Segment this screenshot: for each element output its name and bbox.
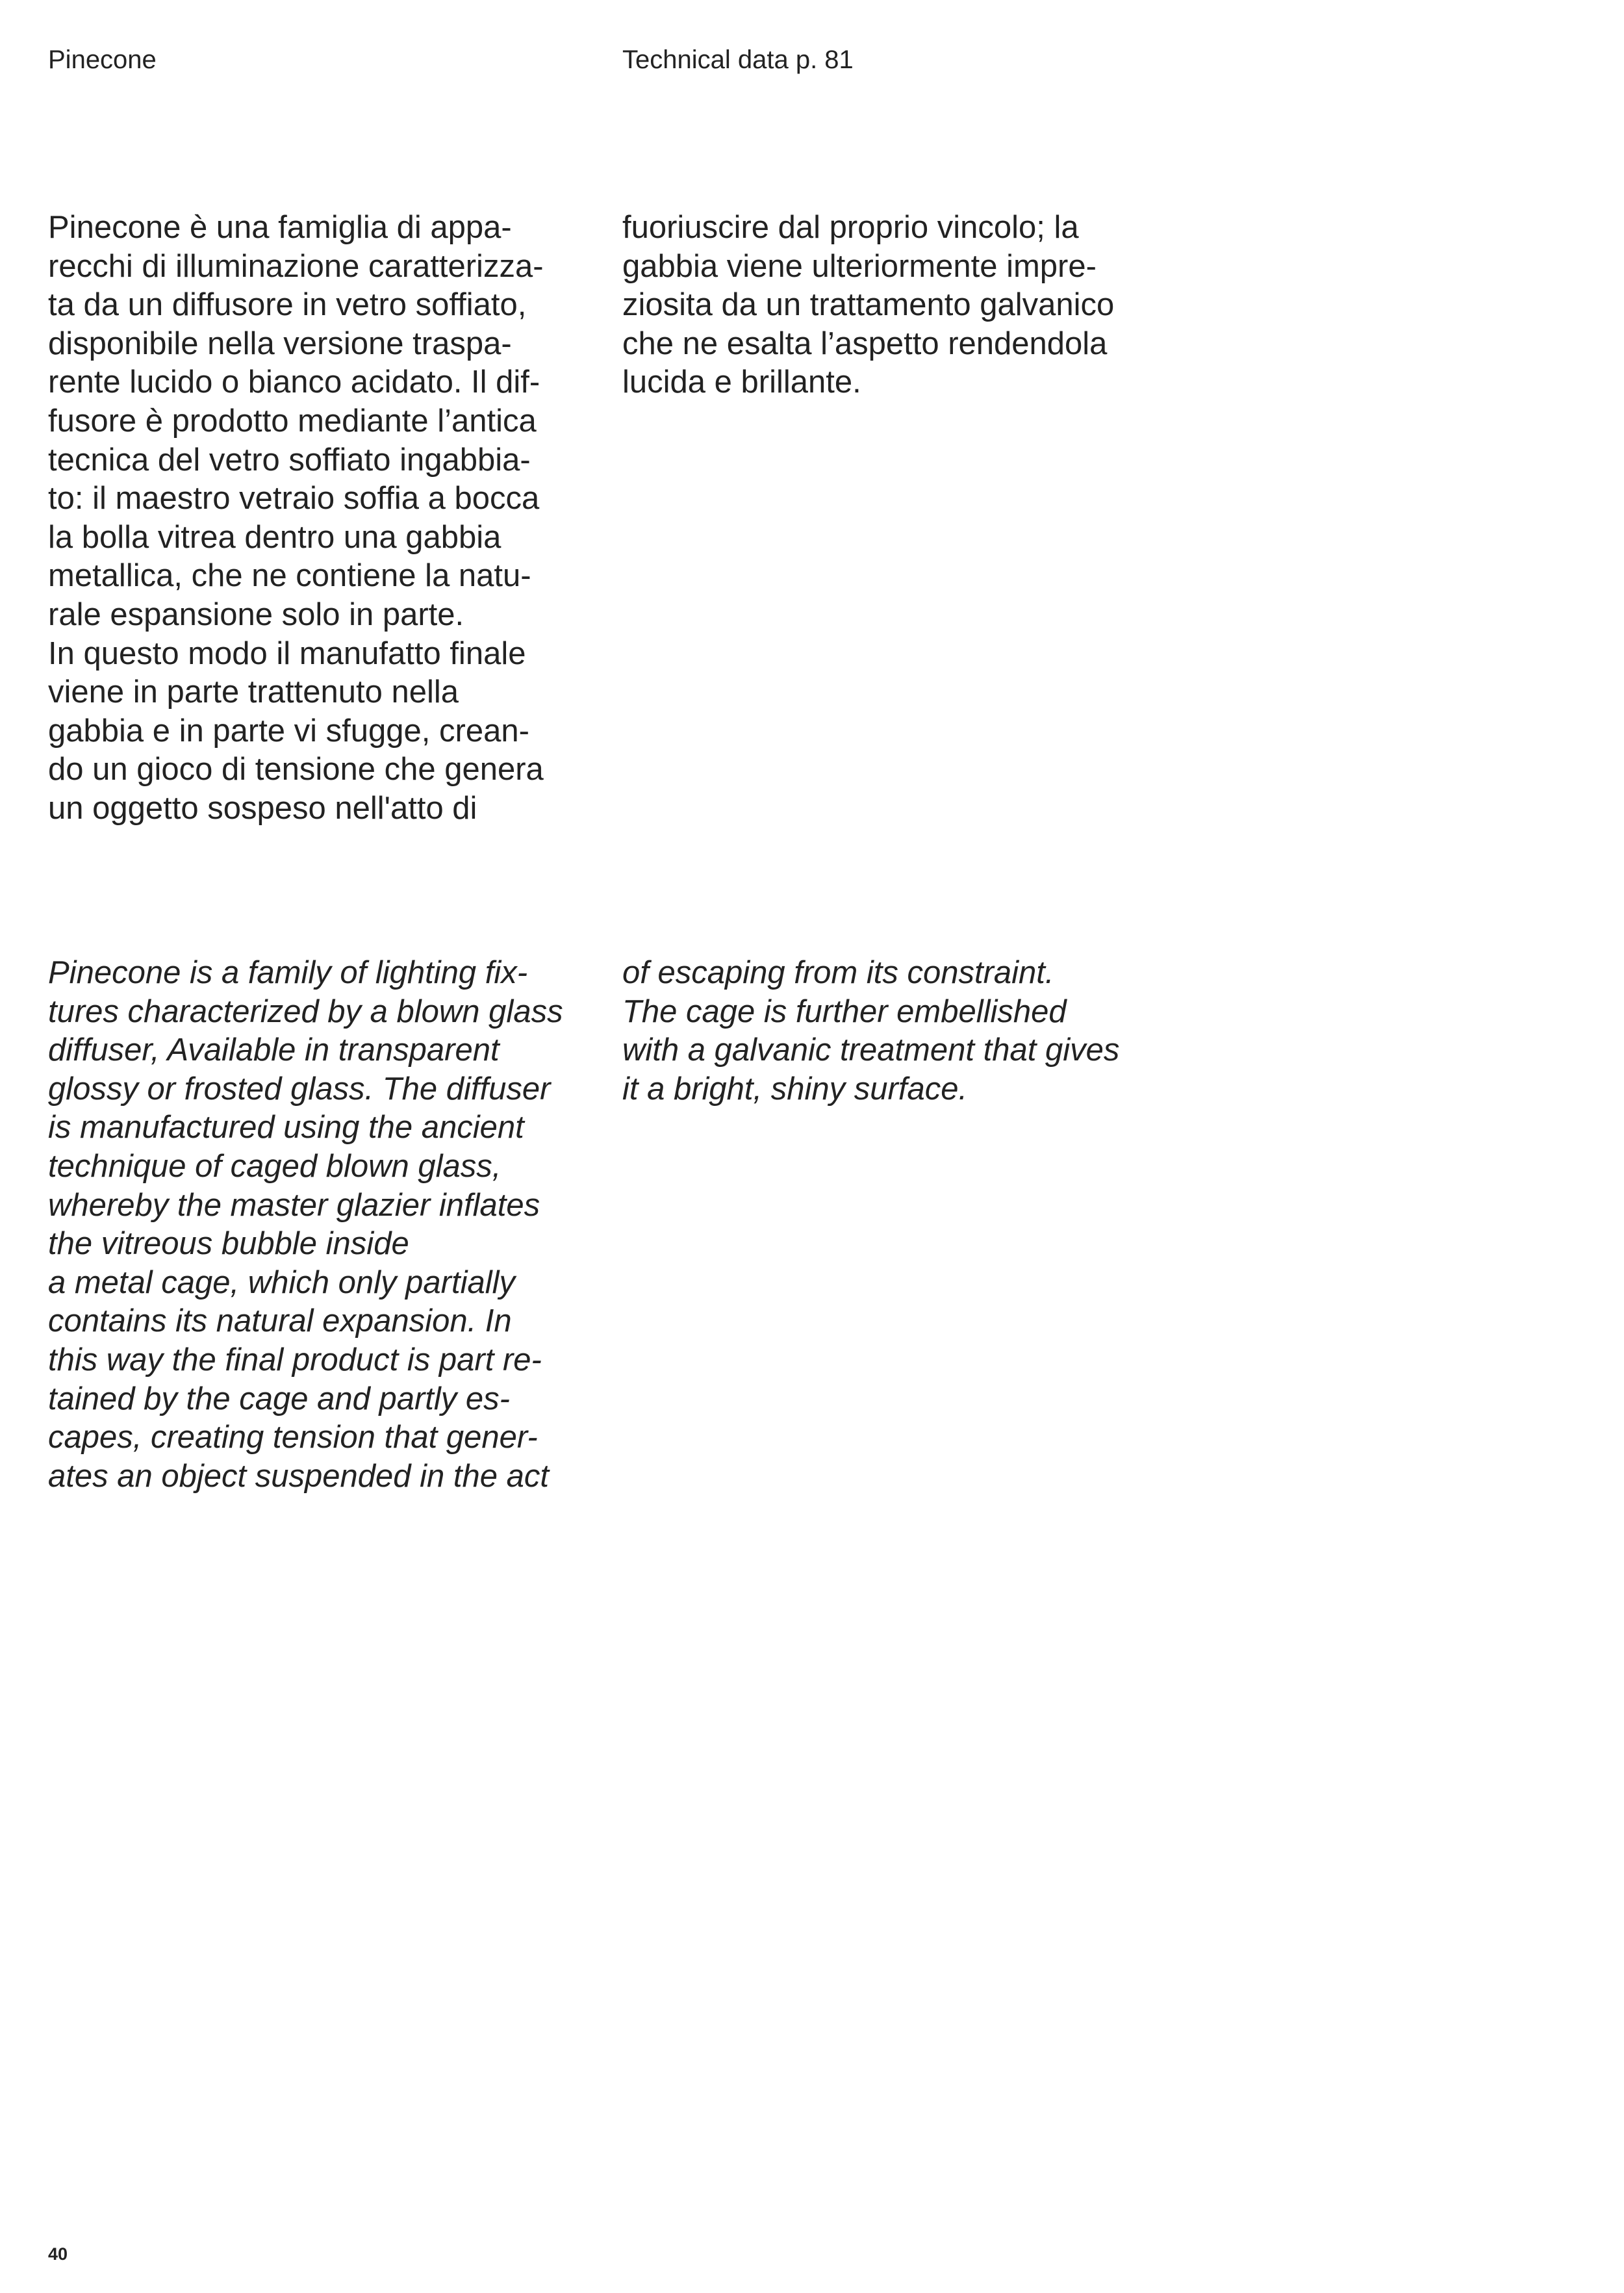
page-number: 40: [48, 2244, 68, 2264]
italian-text-column-2: fuoriuscire dal proprio vincolo; la gabbia viene ulteriormente impre- ziosita da un trattamento galvanico che ne esalta l’aspetto rendendola lucida e brillante.: [622, 210, 1115, 400]
italian-text-column-1: Pinecone è una famiglia di appa- recchi di illuminazione caratterizza- ta da un diffusore in vetro soffiato, disponibile nella versione traspa- rente lucido o bianco acidato. Il dif- fusore è prodotto mediante l’antica tecnica del vetro soffiato ingabbia- to: il maestro vetraio soffia a bocca la bolla vitrea dentro una gabbia metallica, che ne contiene la natu- rale espansione solo in parte. In questo modo il manufatto finale viene in parte trattenuto nella gabbia e in parte vi sfugge, crean- do un gioco di tensione che genera un oggetto sospeso nell'atto di: [48, 210, 544, 826]
technical-data-reference: Technical data p. 81: [622, 45, 854, 74]
english-text-column-2: of escaping from its constraint. The cage is further embellished with a galvanic treatment that gives it a bright, shiny surface.: [622, 955, 1120, 1107]
english-text-column-1: Pinecone is a family of lighting fix- tures characterized by a blown glass diffuser, Available in transparent glossy or frosted glass. The diffuser is manufactured using the ancient technique of caged blown glass, whereby the master glazier inflates the vitreous bubble inside a metal cage, which only partially contains its natural expansion. In this way the final product is part re- tained by the cage and partly es- capes, creating tension that gener- ates an object suspended in the act: [48, 955, 563, 1494]
running-title: Pinecone: [48, 45, 157, 74]
